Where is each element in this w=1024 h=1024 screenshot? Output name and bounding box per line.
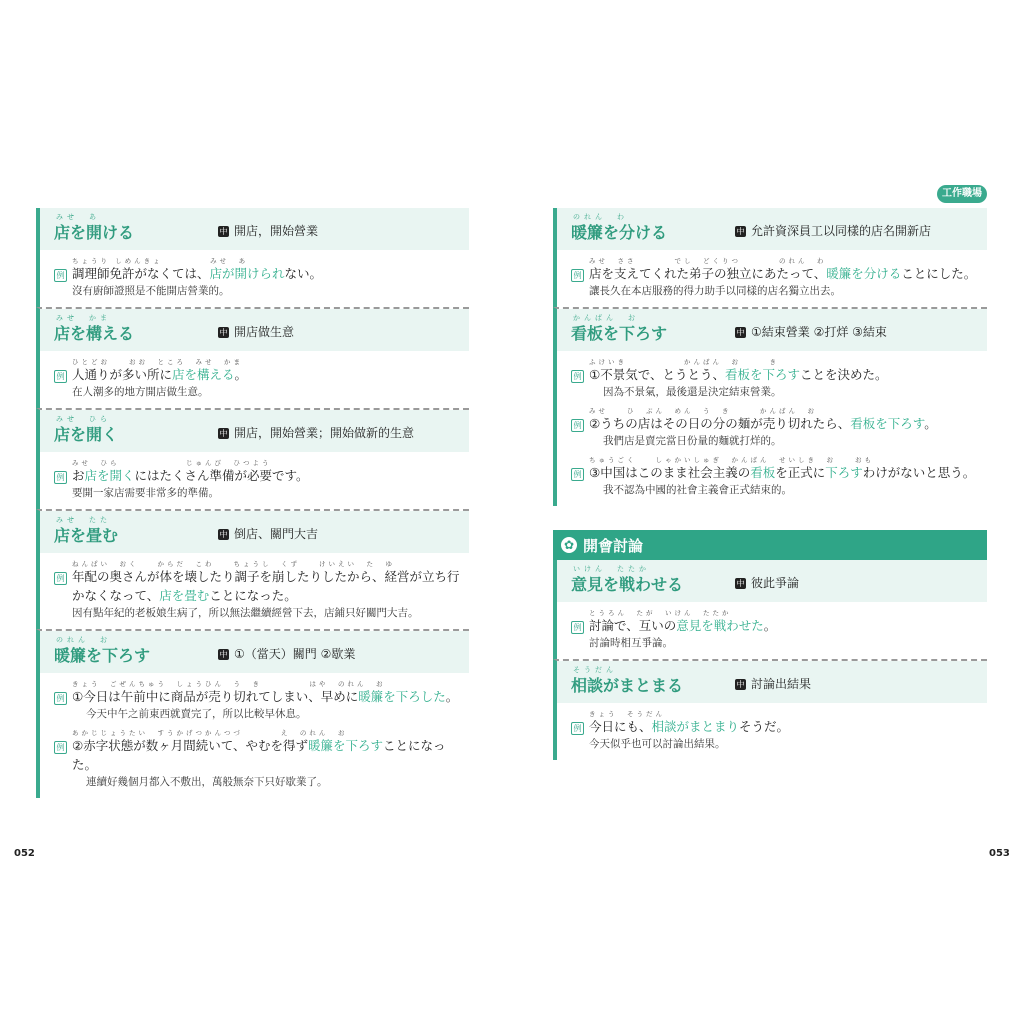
example-japanese [72,736,461,774]
entry-body [40,673,469,798]
meaning-text: 彼此爭論 [751,576,800,590]
example-reading: みせ ささ でし どくりつ のれん わ [589,257,827,264]
term-reading: みせ たた [56,516,111,524]
example-reading: とうろん たが いけん たたか [589,609,732,616]
section-title: 開會討論 [583,537,644,555]
meaning-text: ①結束營業 ②打烊 ③結束 [751,325,887,339]
left-column [36,208,469,798]
example-reading: きょう ごぜんちゅう しょうひん う き はや のれん お [72,680,386,687]
entry-header [40,631,469,673]
example-sentence [571,406,979,449]
sentence-part: ことになった。 [209,588,297,603]
example-sentence [54,357,461,400]
example-japanese [72,365,461,384]
meaning-text: 允許資深員工以同樣的店名開新店 [751,224,932,238]
sentence-part: を正式に [775,465,826,480]
highlighted-phrase: 看板を下ろす [850,416,925,431]
highlighted-phrase: 暖簾を下ろした [358,689,446,704]
term-meaning [218,323,294,340]
entry-body [557,703,987,760]
term-reading: いけん たたか [573,565,650,573]
vocab-entry [553,560,987,659]
example-translation: 連續好幾個月都入不敷出，萬般無奈下只好歇業了。 [86,776,328,788]
example-sentence [571,608,979,651]
highlighted-phrase: 看板 [750,465,776,480]
highlighted-phrase: 下ろす [825,465,863,480]
flower-icon: ✿ [561,537,577,553]
term-meaning [218,424,414,441]
term-word: 相談がまとまる [571,676,684,695]
example-translation: 因為不景氣，最後還是決定結束營業。 [603,386,782,398]
highlighted-phrase: 意見を戦わせた [676,618,764,633]
example-reading: ふけいき かんばん お き [589,358,779,365]
example-sentence [571,256,979,299]
entry-body [40,553,469,629]
example-reading: ひとどお おお ところ みせ かま [72,358,243,365]
highlighted-phrase: 店を構える [172,367,235,382]
term-word: 暖簾を分ける [571,223,668,242]
example-translation: 因有點年紀的老板娘生病了，所以無法繼續經營下去，店鋪只好關門大吉。 [72,607,419,619]
term-word: 暖簾を下ろす [54,646,151,665]
example-japanese [589,717,979,736]
sentence-part: 。 [234,367,248,382]
sentence-part: ③中国はこのまま社会主義の [589,465,751,480]
zh-badge-icon: 中 [219,227,228,236]
sentence-part: お [72,468,85,483]
vocab-entry [553,208,987,307]
example-badge-icon: 例 [571,419,584,432]
example-badge-icon: 例 [571,468,584,481]
sentence-part: 討論で、互いの [589,618,677,633]
entry-header [557,208,987,250]
example-reading: ちゅうごく しゃかいしゅぎ かんばん せいしき お おも [589,456,874,463]
zh-badge-icon: 中 [219,650,228,659]
meaning-text: 開店，開始營業 [234,224,319,238]
zh-badge-icon: 中 [736,579,745,588]
vocab-entry [36,408,469,509]
entry-header [40,410,469,452]
section-entries [553,560,987,760]
example-reading: あかじじょうたい すうかげつかんつづ え のれん お [72,729,348,736]
highlighted-phrase: 看板を下ろす [724,367,800,382]
sentence-part: 。 [924,416,937,431]
sentence-part: ことを決めた。 [799,367,888,382]
term-meaning [218,525,318,542]
example-translation: 沒有廚師證照是不能開店營業的。 [72,285,230,297]
example-badge-icon: 例 [54,741,67,754]
term-reading: のれん お [56,636,111,644]
example-translation: 今天中午之前東西就賣完了，所以比較早休息。 [86,708,307,720]
zh-badge-icon: 中 [219,530,228,539]
term-meaning [735,222,931,239]
example-sentence [571,455,979,498]
example-badge-icon: 例 [571,370,584,383]
example-translation: 討論時相互爭論。 [589,637,673,649]
sentence-part: ②赤字状態が数ヶ月間続いて、やむを得ず [72,738,308,753]
section-header [553,530,987,560]
term-meaning [735,574,799,591]
term-reading: のれん わ [573,213,628,221]
entry-body [557,351,987,506]
category-tab: 工作職場 [937,185,987,203]
sentence-part: ①不景気で、とうとう、 [589,367,725,382]
term-word: 店を構える [54,324,135,343]
vocab-entry [36,629,469,798]
right-entries [553,208,987,506]
term-meaning [218,645,355,662]
vocab-entry [553,307,987,506]
example-japanese [589,616,979,635]
zh-badge-icon: 中 [219,328,228,337]
example-japanese [589,463,979,482]
highlighted-phrase: 暖簾を分ける [826,266,902,281]
entry-header [557,661,987,703]
meaning-text: 開店做生意 [234,325,295,339]
example-japanese [72,466,461,485]
entry-body [557,250,987,307]
term-reading: そうだん [573,666,617,674]
example-translation: 我們店是賣完當日份量的麵就打烊的。 [603,435,782,447]
sentence-part: 店を支えてくれた弟子の独立にあたって、 [589,266,827,281]
term-meaning [735,675,811,692]
term-reading: みせ あ [56,213,100,221]
page-number-right: 053 [989,848,1010,859]
entry-header [557,309,987,351]
example-japanese [589,414,979,433]
example-sentence [54,256,461,299]
entry-body [557,602,987,659]
example-badge-icon: 例 [54,572,67,585]
vocab-entry [36,509,469,629]
example-badge-icon: 例 [54,692,67,705]
sentence-part: ない。 [284,266,323,281]
sentence-part: 調理師免許がなくては、 [72,266,210,281]
example-sentence [54,458,461,501]
vocab-entry [36,307,469,408]
example-translation: 我不認為中國的社會主義會正式結束的。 [603,484,792,496]
example-reading: みせ ひら じゅんび ひつよう [72,459,272,466]
meaning-text: 討論出結果 [751,677,812,691]
example-sentence [54,559,461,621]
example-sentence [54,728,461,790]
highlighted-phrase: 店を開く [84,468,135,483]
zh-badge-icon: 中 [736,680,745,689]
term-word: 店を開く [54,425,119,444]
example-reading: みせ ひ ぶん めん う き かんばん お [589,407,817,414]
entry-body [40,250,469,307]
entry-body [40,452,469,509]
sentence-part: ②うちの店はその日の分の麺が売り切れたら、 [589,416,851,431]
entry-body [40,351,469,408]
meaning-text: 倒店、關門大吉 [234,527,319,541]
sentence-part: 人通りが多い所に [72,367,173,382]
highlighted-phrase: 相談がまとまり [651,719,740,734]
zh-badge-icon: 中 [219,429,228,438]
example-badge-icon: 例 [571,621,584,634]
right-column [553,208,987,760]
zh-badge-icon: 中 [736,328,745,337]
example-japanese [589,264,979,283]
example-translation: 在人潮多的地方開店做生意。 [72,386,209,398]
example-translation: 今天似乎也可以討論出結果。 [589,738,726,750]
example-translation: 要開一家店需要非常多的準備。 [72,487,219,499]
example-sentence [54,679,461,722]
term-word: 意見を戦わせる [571,575,684,594]
term-word: 看板を下ろす [571,324,668,343]
example-reading: きょう そうだん [589,710,665,717]
meaning-text: ①（當天）關門 ②歇業 [234,647,356,661]
example-badge-icon: 例 [54,471,67,484]
example-badge-icon: 例 [571,722,584,735]
example-japanese [72,264,461,283]
term-reading: みせ かま [56,314,111,322]
vocab-entry [36,208,469,307]
entry-header [40,208,469,250]
term-reading: かんばん お [573,314,639,322]
sentence-part: 。 [763,618,777,633]
sentence-part: 年配の奥さんが体を壊したり調子を崩したりしたから、経営が立ち行かなくなって、 [72,569,460,603]
example-badge-icon: 例 [571,269,584,282]
example-sentence [571,357,979,400]
sentence-part: 。 [445,689,459,704]
term-meaning [218,222,318,239]
example-translation: 讓長久在本店服務的得力助手以同樣的店名獨立出去。 [589,285,841,297]
example-japanese [72,687,461,706]
vocab-entry [553,659,987,760]
page-number-left: 052 [14,848,35,859]
sentence-part: 今日にも、 [589,719,652,734]
highlighted-phrase: 店を畳む [159,588,210,603]
highlighted-phrase: 店が開けられ [209,266,285,281]
sentence-part: ことにした。 [901,266,977,281]
sentence-part: ことになった。 [72,738,446,772]
example-reading: ちょうり しめんきょ みせ あ [72,257,249,264]
example-japanese [72,567,461,605]
example-badge-icon: 例 [54,269,67,282]
term-word: 店を畳む [54,526,119,545]
entry-header [40,309,469,351]
sentence-part: にはたくさん準備が必要です。 [134,468,309,483]
meaning-text: 開店，開始營業；開始做新的生意 [234,426,415,440]
highlighted-phrase: 暖簾を下ろす [307,738,383,753]
example-sentence [571,709,979,752]
entry-header [557,560,987,602]
sentence-part: わけがないと思う。 [862,465,976,480]
example-japanese [589,365,979,384]
term-reading: みせ ひら [56,415,111,423]
sentence-part: ①今日は午前中に商品が売り切れてしまい、早めに [72,689,359,704]
example-reading: ねんぱい おく からだ こわ ちょうし くず けいえい た ゆ [72,560,395,567]
sentence-part: そうだ。 [739,719,790,734]
term-meaning [735,323,887,340]
term-word: 店を開ける [54,223,135,242]
entry-header [40,511,469,553]
example-badge-icon: 例 [54,370,67,383]
zh-badge-icon: 中 [736,227,745,236]
